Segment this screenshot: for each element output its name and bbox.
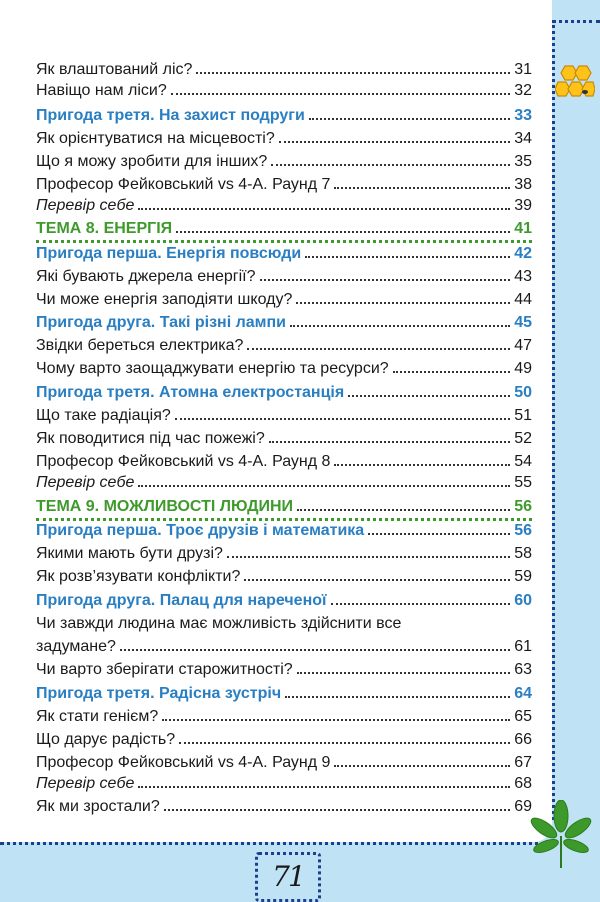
toc-entry-page: 64 bbox=[514, 685, 532, 702]
toc-entry-page: 41 bbox=[514, 220, 532, 237]
toc-entry-title: Перевір себе bbox=[36, 775, 135, 792]
toc-dot-leader bbox=[334, 464, 510, 466]
toc-entry bbox=[36, 657, 532, 679]
toc-dot-leader bbox=[244, 579, 510, 581]
toc-entry-page: 52 bbox=[514, 430, 532, 447]
toc-dot-leader bbox=[120, 649, 510, 651]
toc-dot-leader bbox=[296, 302, 510, 304]
toc-entry bbox=[36, 126, 532, 148]
toc-entry bbox=[36, 704, 532, 726]
toc-dot-leader bbox=[368, 533, 510, 535]
toc-entry-page: 68 bbox=[514, 775, 532, 792]
toc-entry-title: Як розв’язувати конфлікти? bbox=[36, 568, 241, 585]
toc-entry bbox=[36, 449, 532, 471]
toc-dot-leader bbox=[196, 72, 510, 74]
toc-adventure-heading bbox=[36, 380, 532, 402]
toc-dot-leader bbox=[393, 371, 511, 373]
page-border-right bbox=[552, 20, 555, 820]
toc-dot-leader bbox=[305, 256, 510, 258]
toc-entry-title: Чи завжди людина має можливість здійснити все bbox=[36, 615, 402, 632]
toc-dot-leader bbox=[227, 556, 510, 558]
toc-entry bbox=[36, 611, 532, 633]
page-number-box bbox=[255, 852, 321, 902]
toc-entry-title: Перевір себе bbox=[36, 474, 135, 491]
toc-dot-leader bbox=[348, 395, 510, 397]
toc-entry-page: 42 bbox=[514, 245, 532, 262]
toc-entry-page: 60 bbox=[514, 592, 532, 609]
toc-dot-leader bbox=[309, 118, 510, 120]
toc-entry-title: Як орієнтуватися на місцевості? bbox=[36, 130, 275, 147]
toc-dot-leader bbox=[297, 509, 510, 511]
toc-entry-title: задумане? bbox=[36, 638, 116, 655]
toc-entry bbox=[36, 403, 532, 425]
toc-entry-page: 69 bbox=[514, 798, 532, 815]
toc-dot-leader bbox=[269, 441, 510, 443]
toc-dot-leader bbox=[164, 809, 510, 811]
toc-entry-title: Як ми зростали? bbox=[36, 798, 160, 815]
toc-entry-title: Пригода перша. Троє друзів і математика bbox=[36, 522, 365, 539]
toc-entry bbox=[36, 634, 532, 656]
toc-entry bbox=[36, 149, 532, 171]
toc-entry-page: 49 bbox=[514, 360, 532, 377]
toc-entry-page: 34 bbox=[514, 130, 532, 147]
toc-entry-page: 32 bbox=[514, 82, 532, 99]
toc-entry bbox=[36, 426, 532, 448]
toc-entry-title: Як поводитися під час пожежі? bbox=[36, 430, 265, 447]
toc-theme-heading bbox=[36, 216, 532, 238]
toc-entry-page: 50 bbox=[514, 384, 532, 401]
toc-entry-title: Чому варто заощаджувати енергію та ресурси? bbox=[36, 360, 389, 377]
toc-entry-page: 67 bbox=[514, 754, 532, 771]
toc-entry-title: Пригода друга. Палац для нареченої bbox=[36, 592, 327, 609]
toc-dot-leader bbox=[175, 418, 510, 420]
toc-entry-title: Що дарує радість? bbox=[36, 731, 176, 748]
toc-entry bbox=[36, 564, 532, 586]
toc-entry-title: Пригода третя. На захист подруги bbox=[36, 107, 305, 124]
toc-entry-title: Чи може енергія заподіяти шкоду? bbox=[36, 291, 293, 308]
toc-entry-page: 31 bbox=[514, 61, 532, 78]
toc-dot-leader bbox=[179, 742, 510, 744]
toc-adventure-heading bbox=[36, 681, 532, 703]
honeycomb-icon bbox=[555, 64, 595, 100]
toc-entry bbox=[36, 750, 532, 772]
toc-dot-leader bbox=[279, 141, 510, 143]
toc-entry-page: 58 bbox=[514, 545, 532, 562]
toc-entry-title: Навіщо нам ліси? bbox=[36, 82, 167, 99]
toc-entry bbox=[36, 287, 532, 309]
toc-entry-page: 56 bbox=[514, 522, 532, 539]
toc-entry-title: Що я можу зробити для інших? bbox=[36, 153, 268, 170]
toc-entry-page: 54 bbox=[514, 453, 532, 470]
toc-entry-page: 63 bbox=[514, 661, 532, 678]
toc-entry bbox=[36, 264, 532, 286]
toc-dot-leader bbox=[138, 786, 510, 788]
toc-entry-title: ТЕМА 8. ЕНЕРГІЯ bbox=[36, 220, 173, 237]
toc-entry-title: Пригода третя. Радісна зустріч bbox=[36, 685, 282, 702]
toc-entry bbox=[36, 57, 532, 79]
toc-entry-page: 61 bbox=[514, 638, 532, 655]
toc-entry bbox=[36, 333, 532, 355]
toc-entry-page: 43 bbox=[514, 268, 532, 285]
toc-dot-leader bbox=[285, 696, 510, 698]
toc-dot-leader bbox=[176, 231, 510, 233]
toc-entry-title: Пригода перша. Енергія повсюди bbox=[36, 245, 302, 262]
toc-entry bbox=[36, 470, 532, 492]
toc-entry bbox=[36, 172, 532, 194]
toc-dot-leader bbox=[290, 325, 510, 327]
toc-entry-title: Професор Фейковський vs 4-А. Раунд 8 bbox=[36, 453, 331, 470]
toc-entry bbox=[36, 794, 532, 816]
toc-entry-title: Професор Фейковський vs 4-А. Раунд 9 bbox=[36, 754, 331, 771]
toc-entry-page: 51 bbox=[514, 407, 532, 424]
toc-adventure-heading bbox=[36, 310, 532, 332]
toc-dot-leader bbox=[138, 208, 510, 210]
toc-entry-page: 66 bbox=[514, 731, 532, 748]
toc-entry-title: Які бувають джерела енергії? bbox=[36, 268, 256, 285]
toc-dot-leader bbox=[138, 485, 510, 487]
toc-adventure-heading bbox=[36, 103, 532, 125]
toc-entry bbox=[36, 356, 532, 378]
toc-entry-title: Професор Фейковський vs 4-А. Раунд 7 bbox=[36, 176, 331, 193]
toc-entry-page: 56 bbox=[514, 498, 532, 515]
toc-entry-page: 45 bbox=[514, 314, 532, 331]
toc-dot-leader bbox=[331, 603, 511, 605]
toc-dot-leader bbox=[162, 719, 510, 721]
page-border-bottom bbox=[0, 842, 552, 845]
toc-entry-page: 55 bbox=[514, 474, 532, 491]
toc-entry-title: Звідки береться електрика? bbox=[36, 337, 244, 354]
toc-entry bbox=[36, 727, 532, 749]
toc-adventure-heading bbox=[36, 241, 532, 263]
chestnut-leaf-icon bbox=[522, 800, 600, 870]
toc-dot-leader bbox=[260, 279, 511, 281]
toc-dot-leader bbox=[247, 348, 510, 350]
toc-adventure-heading bbox=[36, 588, 532, 610]
toc-entry bbox=[36, 771, 532, 793]
toc-entry-title: Як влаштований ліс? bbox=[36, 61, 193, 78]
page-number: 71 bbox=[272, 860, 304, 893]
toc-entry-title: Пригода третя. Атомна електростанція bbox=[36, 384, 345, 401]
toc-entry-page: 39 bbox=[514, 197, 532, 214]
toc-entry-title: Якими мають бути друзі? bbox=[36, 545, 223, 562]
toc-entry-page: 44 bbox=[514, 291, 532, 308]
toc-entry-title: ТЕМА 9. МОЖЛИВОСТІ ЛЮДИНИ bbox=[36, 498, 294, 515]
toc-dot-leader bbox=[297, 672, 511, 674]
toc-entry-page: 59 bbox=[514, 568, 532, 585]
toc-entry bbox=[36, 78, 532, 100]
toc-entry-page: 35 bbox=[514, 153, 532, 170]
toc-adventure-heading bbox=[36, 518, 532, 540]
toc-entry-page: 33 bbox=[514, 107, 532, 124]
toc-entry-title: Пригода друга. Такі різні лампи bbox=[36, 314, 286, 331]
toc-entry bbox=[36, 541, 532, 563]
toc-entry bbox=[36, 193, 532, 215]
toc-dot-leader bbox=[334, 187, 510, 189]
toc-entry-title: Чи варто зберігати старожитності? bbox=[36, 661, 293, 678]
toc-dot-leader bbox=[171, 93, 510, 95]
toc-entry-page: 65 bbox=[514, 708, 532, 725]
toc-entry-title: Як стати генієм? bbox=[36, 708, 159, 725]
toc-entry-title: Перевір себе bbox=[36, 197, 135, 214]
toc-theme-heading bbox=[36, 494, 532, 516]
toc-entry-page: 38 bbox=[514, 176, 532, 193]
toc-dot-leader bbox=[271, 164, 510, 166]
page-border-top bbox=[552, 20, 600, 23]
toc-entry-title: Що таке радіація? bbox=[36, 407, 171, 424]
toc-entry-page: 47 bbox=[514, 337, 532, 354]
toc-dot-leader bbox=[334, 765, 510, 767]
